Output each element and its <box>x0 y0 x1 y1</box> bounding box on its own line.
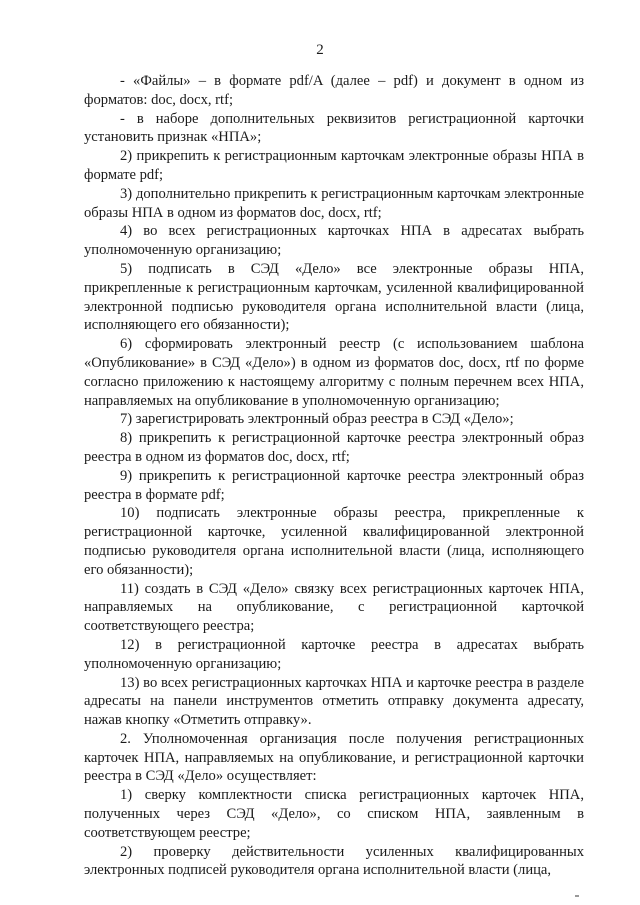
paragraph: - в наборе дополнительных реквизитов регистрационной карточки установить признак «НПА»; <box>84 110 584 146</box>
paragraph: 11) создать в СЭД «Дело» связку всех регистрационных карточек НПА, направляемых на опубликование, с регистрационной карточкой соответствующего реестра; <box>84 580 584 635</box>
paragraph: 2) проверку действительности усиленных квалифицированных электронных подписей руководителя органа исполнительной власти (лица, <box>84 843 584 879</box>
paragraph: 3) дополнительно прикрепить к регистрационным карточкам электронные образы НПА в одном из форматов doc, docx, rtf; <box>84 185 584 221</box>
paragraph: 7) зарегистрировать электронный образ реестра в СЭД «Дело»; <box>120 411 514 428</box>
scan-mark <box>575 895 579 897</box>
paragraph: 6) сформировать электронный реестр (с использованием шаблона «Опубликование» в СЭД «Дело») в одном из форматов doc, docx, rtf по форме согласно приложению к настоящему алгоритму с полным перечнем всех НПА, направляемых на опубликование в уполномоченную организацию; <box>84 336 584 409</box>
paragraph: 5) подписать в СЭД «Дело» все электронные образы НПА, прикрепленные к регистрационным карточкам, усиленной квалифицированной электронной подписью руководителя органа исполнительной власти (лица, исполняющего его обязанности); <box>84 260 584 334</box>
paragraph: 2) прикрепить к регистрационным карточкам электронные образы НПА в формате pdf; <box>84 148 584 183</box>
paragraph: 9) прикрепить к регистрационной карточке реестра электронный образ реестра в формате pdf; <box>84 467 584 503</box>
paragraph: 4) во всех регистрационных карточках НПА в адресатах выбрать уполномоченную организацию; <box>84 223 584 259</box>
paragraph: 13) во всех регистрационных карточках НПА и карточке реестра в разделе адресаты на панели инструментов отметить отправку документа адресату, нажав кнопку «Отметить отправку». <box>84 674 584 729</box>
paragraph: 2. Уполномоченная организация после получения регистрационных карточек НПА, направляемых на опубликование, и регистрационной карточки реестра в СЭД «Дело» осуществляет: <box>84 730 584 785</box>
document-body <box>84 72 584 880</box>
paragraph: 1) сверку комплектности списка регистрационных карточек НПА, полученных через СЭД «Дело», со списком НПА, заявленным в соответствующем реестре; <box>84 787 584 841</box>
paragraph: - «Файлы» – в формате pdf/A (далее – pdf) и документ в одном из форматов: doc, docx, rtf; <box>84 73 584 108</box>
paragraph: 10) подписать электронные образы реестра, прикрепленные к регистрационной карточке, усиленной квалифицированной электронной подписью руководителя органа исполнительной власти (лица, исполняющего его обязанности); <box>84 505 584 578</box>
paragraph: 8) прикрепить к регистрационной карточке реестра электронный образ реестра в одном из форматов doc, docx, rtf; <box>84 430 584 465</box>
page-number: 2 <box>316 42 324 58</box>
paragraph: 12) в регистрационной карточке реестра в адресатах выбрать уполномоченную организацию; <box>84 636 584 672</box>
